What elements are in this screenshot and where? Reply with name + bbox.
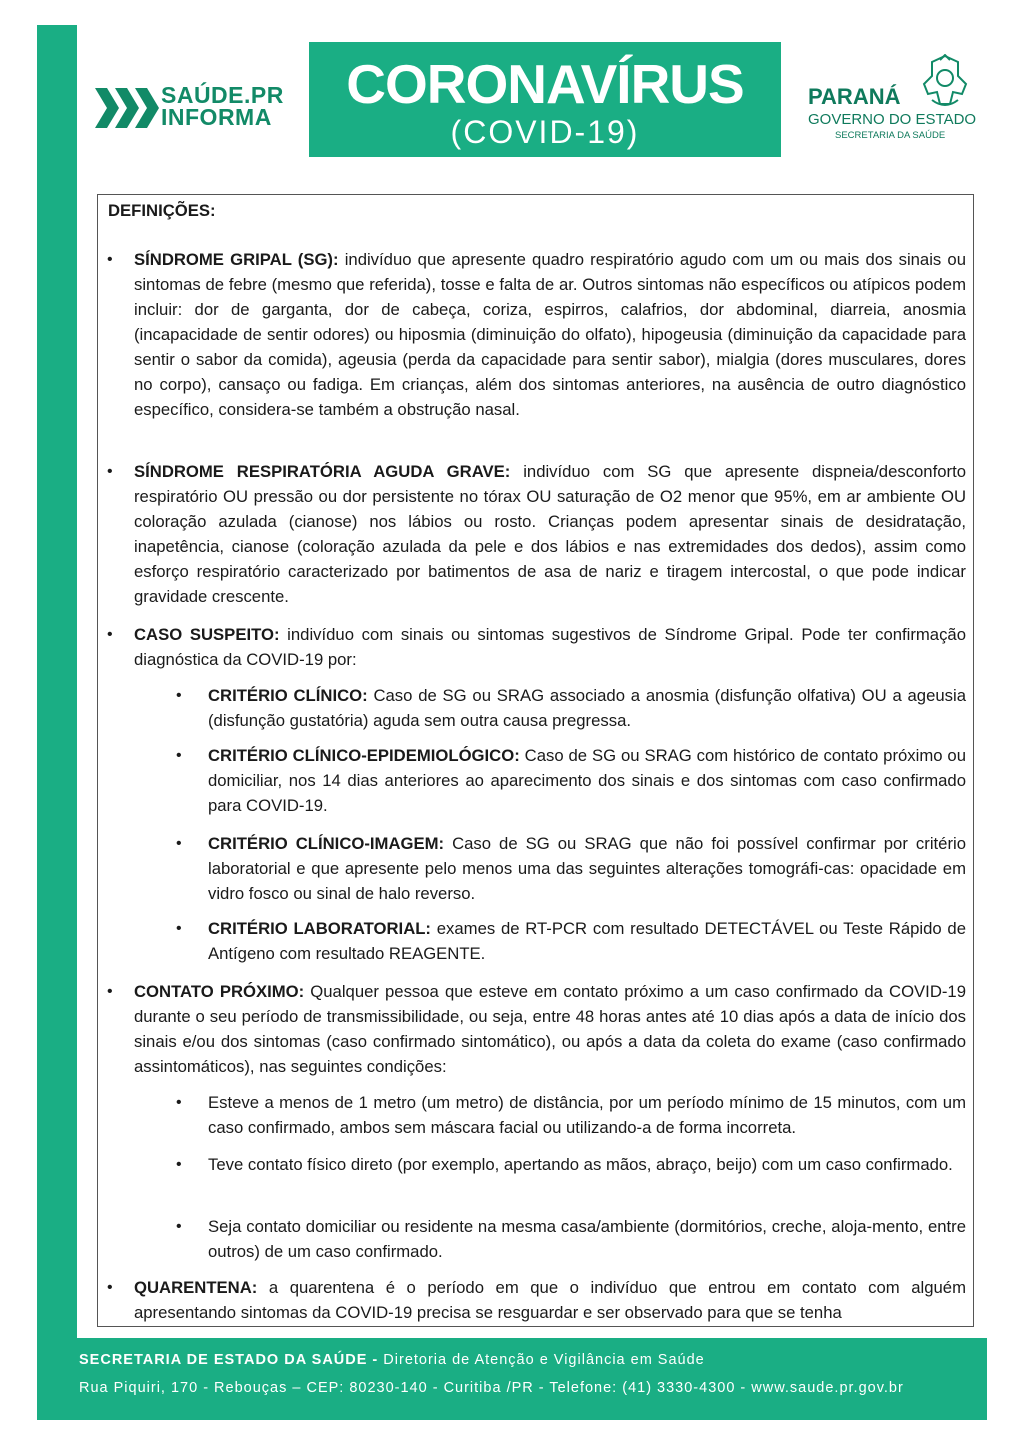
parana-government-logo: [806, 54, 986, 154]
definition-item: [107, 1275, 966, 1325]
bullet-icon: •: [107, 983, 113, 1000]
coat-of-arms-icon: [918, 54, 972, 110]
criterion-item: [176, 743, 966, 818]
definition-term: SÍNDROME RESPIRATÓRIA AGUDA GRAVE:: [134, 462, 511, 481]
brand-line-1: SAÚDE.PR: [161, 82, 284, 108]
condition-text: Seja contato domiciliar ou residente na mesma casa/ambiente (dormitórios, creche, aloja-mento, entre outros) de um caso confirmado.: [208, 1217, 966, 1261]
definition-text: indivíduo que apresente quadro respiratório agudo com um ou mais dos sinais ou sintomas de febre (mesmo que referida), tosse e falta de ar. Outros sintomas não específicos ou atípicos podem incluir: dor de garganta, dor de cabeça, coriza, espirros, calafrios, dor abdominal, diarreia, anosmia (incapacidade de sentir odores) ou hiposmia (diminuição do olfato), hipogeusia (diminuição da capacidade para sentir o sabor da comida), ageusia (perda da capacidade para sentir sabor), mialgia (dores musculares, dores no corpo), cansaço ou fadiga. Em crianças, além dos sintomas anteriores, na ausência de outro diagnóstico específico, considera-se também a obstrução nasal.: [134, 250, 966, 419]
definition-item: [107, 979, 966, 1079]
condition-item: [176, 1090, 966, 1140]
definition-item: [107, 247, 966, 422]
saude-pr-informa-logo: [95, 82, 295, 132]
state-secretariat: SECRETARIA DA SAÚDE: [835, 130, 946, 141]
bullet-icon: •: [107, 626, 113, 643]
definition-term: QUARENTENA:: [134, 1278, 258, 1297]
condition-text: Esteve a menos de 1 metro (um metro) de distância, por um período mínimo de 15 minutos, com um caso confirmado, ambos sem máscara facial ou utilizando-a de forma incorreta.: [208, 1093, 966, 1137]
title-banner: [309, 42, 781, 157]
bullet-icon: •: [176, 835, 182, 852]
bullet-icon: •: [176, 687, 182, 704]
page-footer: [37, 1338, 987, 1420]
bullet-icon: •: [107, 1279, 113, 1296]
definition-text: indivíduo com SG que apresente dispneia/desconforto respiratório OU pressão ou dor persistente no tórax OU saturação de O2 menor que 95%, em ar ambiente OU coloração azulada (cianose) nos lábios ou rosto. Crianças podem apresentar sinais de desidratação, inapetência, cianose (coloração azulada da pele e dos lábios e nas extremidades dos dedos), assim como esforço respiratório caracterizado por batimentos de asa de nariz e tiragem intercostal, o que pode indicar gravidade crescente.: [134, 462, 966, 606]
definition-item: [107, 622, 966, 672]
definitions-box: [97, 194, 974, 1327]
criterion-text: exames de RT-PCR com resultado DETECTÁVEL ou Teste Rápido de Antígeno com resultado REAGENTE.: [208, 919, 966, 963]
criterion-item: [176, 831, 966, 906]
bullet-icon: •: [107, 463, 113, 480]
condition-item: [176, 1214, 966, 1264]
footer-org-name: SECRETARIA DE ESTADO DA SAÚDE -: [79, 1352, 379, 1368]
definition-text: Qualquer pessoa que esteve em contato próximo a um caso confirmado da COVID-19 durante o seu período de transmissibilidade, ou seja, entre 48 horas antes até 10 dias após a data de início dos sinais e/ou dos sintomas (caso confirmado sintomático), ou após a data da coleta do exame (caso confirmado assintomáticos), nas seguintes condições:: [134, 982, 966, 1076]
state-name: PARANÁ: [808, 84, 901, 109]
criterion-item: [176, 916, 966, 966]
definition-text: a quarentena é o período em que o indivíduo que entrou em contato com alguém apresentando sintomas da COVID-19 precisa se resguardar e ser observado para que se tenha: [134, 1278, 966, 1322]
criterion-term: CRITÉRIO CLÍNICO-IMAGEM:: [208, 834, 445, 853]
bullet-icon: •: [176, 747, 182, 764]
footer-organization: [79, 1352, 705, 1368]
page-title: CORONAVÍRUS: [346, 53, 744, 115]
bullet-icon: •: [176, 1094, 182, 1111]
bullet-icon: •: [176, 920, 182, 937]
definition-term: SÍNDROME GRIPAL (SG):: [134, 250, 339, 269]
criterion-text: Caso de SG ou SRAG associado a anosmia (disfunção olfativa) OU a ageusia (disfunção gustatória) aguda sem outra causa pregressa.: [208, 686, 966, 730]
page-subtitle: (COVID-19): [450, 114, 640, 150]
condition-text: Teve contato físico direto (por exemplo, apertando as mãos, abraço, beijo) com um caso confirmado.: [208, 1155, 953, 1174]
definition-term: CASO SUSPEITO:: [134, 625, 280, 644]
criterion-text: Caso de SG ou SRAG que não foi possível confirmar por critério laboratorial e que apresente pelo menos uma das seguintes alterações tomográfi-cas: opacidade em vidro fosco ou sinal de halo reverso.: [208, 834, 966, 903]
criterion-term: CRITÉRIO LABORATORIAL:: [208, 919, 431, 938]
criterion-text: Caso de SG ou SRAG com histórico de contato próximo ou domiciliar, nos 14 dias anteriores ao aparecimento dos sinais e dos sintomas com caso confirmado para COVID-19.: [208, 746, 966, 815]
bullet-icon: •: [176, 1218, 182, 1235]
definition-item: [107, 459, 966, 609]
criterion-term: CRITÉRIO CLÍNICO-EPIDEMIOLÓGICO:: [208, 746, 520, 765]
definition-term: CONTATO PRÓXIMO:: [134, 982, 305, 1001]
criterion-term: CRITÉRIO CLÍNICO:: [208, 686, 368, 705]
criterion-item: [176, 683, 966, 733]
footer-address: Rua Piquiri, 170 - Rebouças – CEP: 80230-140 - Curitiba /PR - Telefone: (41) 3330-4300 - www.saude.pr.gov.br: [79, 1380, 904, 1396]
brand-line-2: INFORMA: [161, 104, 272, 130]
definitions-heading: DEFINIÇÕES:: [108, 201, 216, 220]
state-government: GOVERNO DO ESTADO: [808, 111, 977, 128]
chevrons-icon: [95, 88, 159, 128]
footer-department: Diretoria de Atenção e Vigilância em Saúde: [378, 1352, 705, 1368]
condition-item: [176, 1152, 966, 1177]
definition-text: indivíduo com sinais ou sintomas sugestivos de Síndrome Gripal. Pode ter confirmação diagnóstica da COVID-19 por:: [134, 625, 966, 669]
bullet-icon: •: [176, 1156, 182, 1173]
left-accent-bar: [37, 25, 77, 1420]
bullet-icon: •: [107, 251, 113, 268]
